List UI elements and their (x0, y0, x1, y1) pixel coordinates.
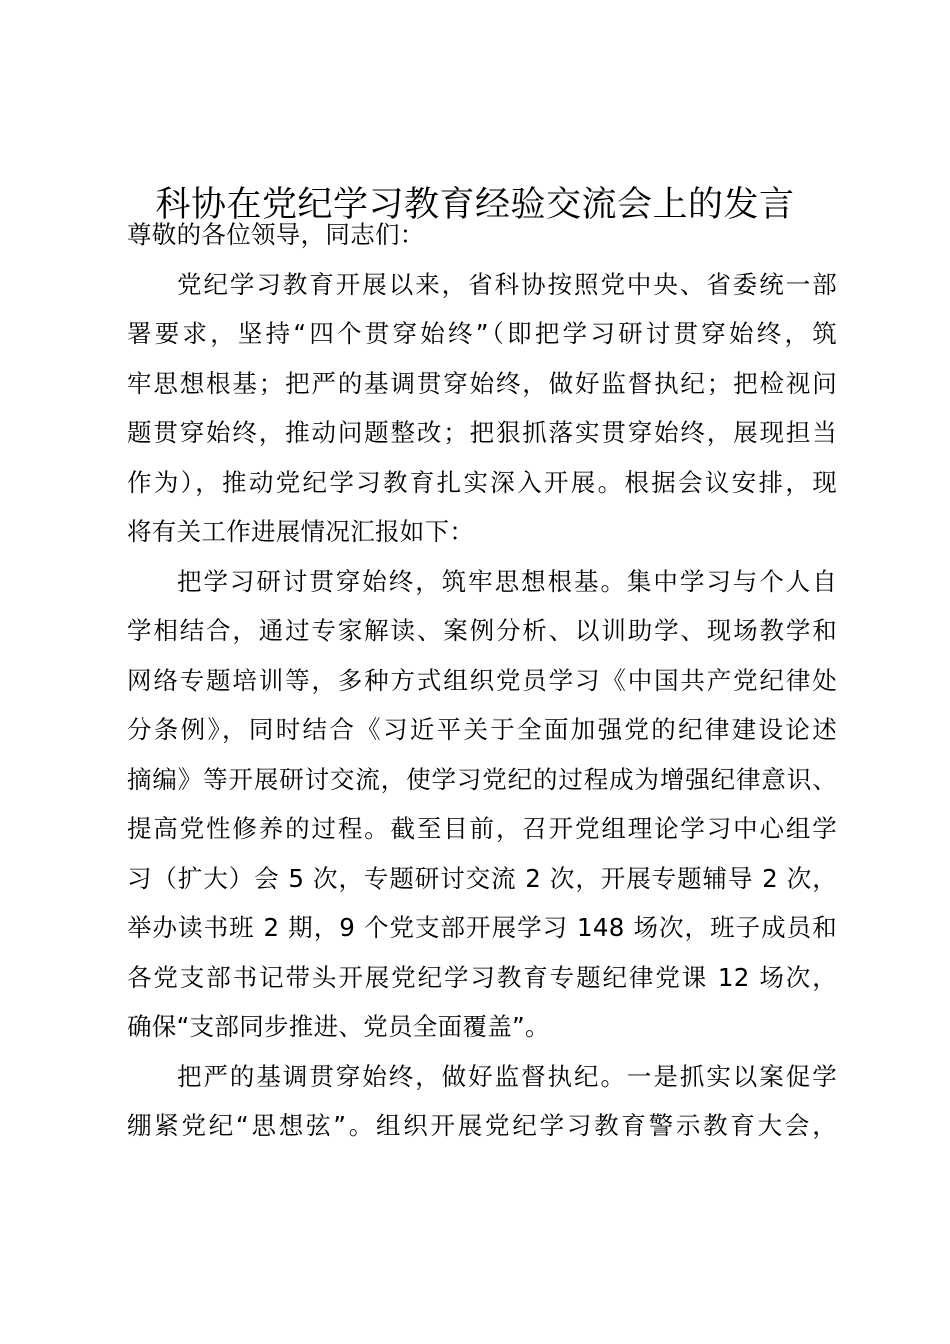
text-line: 摘编》等开展研讨交流，使学习党纪的过程成为增强纪律意识、 (127, 764, 837, 794)
paragraph (127, 1052, 837, 1151)
paragraph (127, 557, 837, 1052)
text-line: 党纪学习教育开展以来，省科协按照党中央、省委统一部 (177, 269, 837, 299)
document-title: 科协在党纪学习教育经验交流会上的发言 (155, 185, 795, 225)
text-line: 绷紧党纪“思想弦”。组织开展党纪学习教育警示教育大会， (127, 1111, 837, 1140)
text-line: 提高党性修养的过程。截至目前，召开党组理论学习中心组学 (127, 814, 837, 843)
document-body (127, 210, 837, 1151)
text-line: 作为），推动党纪学习教育扎实深入开展。根据会议安排，现 (127, 467, 837, 497)
text-line: 题贯穿始终，推动问题整改；把狠抓落实贯穿始终，展现担当 (127, 418, 837, 447)
text-line: 将有关工作进展情况汇报如下： (127, 517, 475, 546)
text-line: 确保“支部同步推进、党员全面覆盖”。 (127, 1012, 550, 1041)
text-line: 习（扩大）会 5 次，专题研讨交流 2 次，开展专题辅导 2 次， (127, 863, 837, 893)
text-line: 牢思想根基；把严的基调贯穿始终，做好监督执纪；把检视问 (127, 368, 837, 398)
paragraph (127, 260, 837, 557)
salutation: 尊敬的各位领导，同志们： (127, 220, 425, 249)
text-line: 举办读书班 2 期，9 个党支部开展学习 148 场次，班子成员和 (127, 913, 837, 942)
text-line: 分条例》，同时结合《习近平关于全面加强党的纪律建设论述 (127, 715, 837, 744)
text-line: 把严的基调贯穿始终，做好监督执纪。一是抓实以案促学 (177, 1061, 837, 1091)
text-line: 网络专题培训等，多种方式组织党员学习《中国共产党纪律处 (127, 665, 837, 695)
text-line: 署要求，坚持“四个贯穿始终”（即把学习研讨贯穿始终，筑 (127, 319, 837, 348)
text-line: 各党支部书记带头开展党纪学习教育专题纪律党课 12 场次， (127, 962, 837, 992)
text-line: 把学习研讨贯穿始终，筑牢思想根基。集中学习与个人自 (177, 566, 837, 596)
text-line: 学相结合，通过专家解读、案例分析、以训助学、现场教学和 (127, 616, 837, 645)
